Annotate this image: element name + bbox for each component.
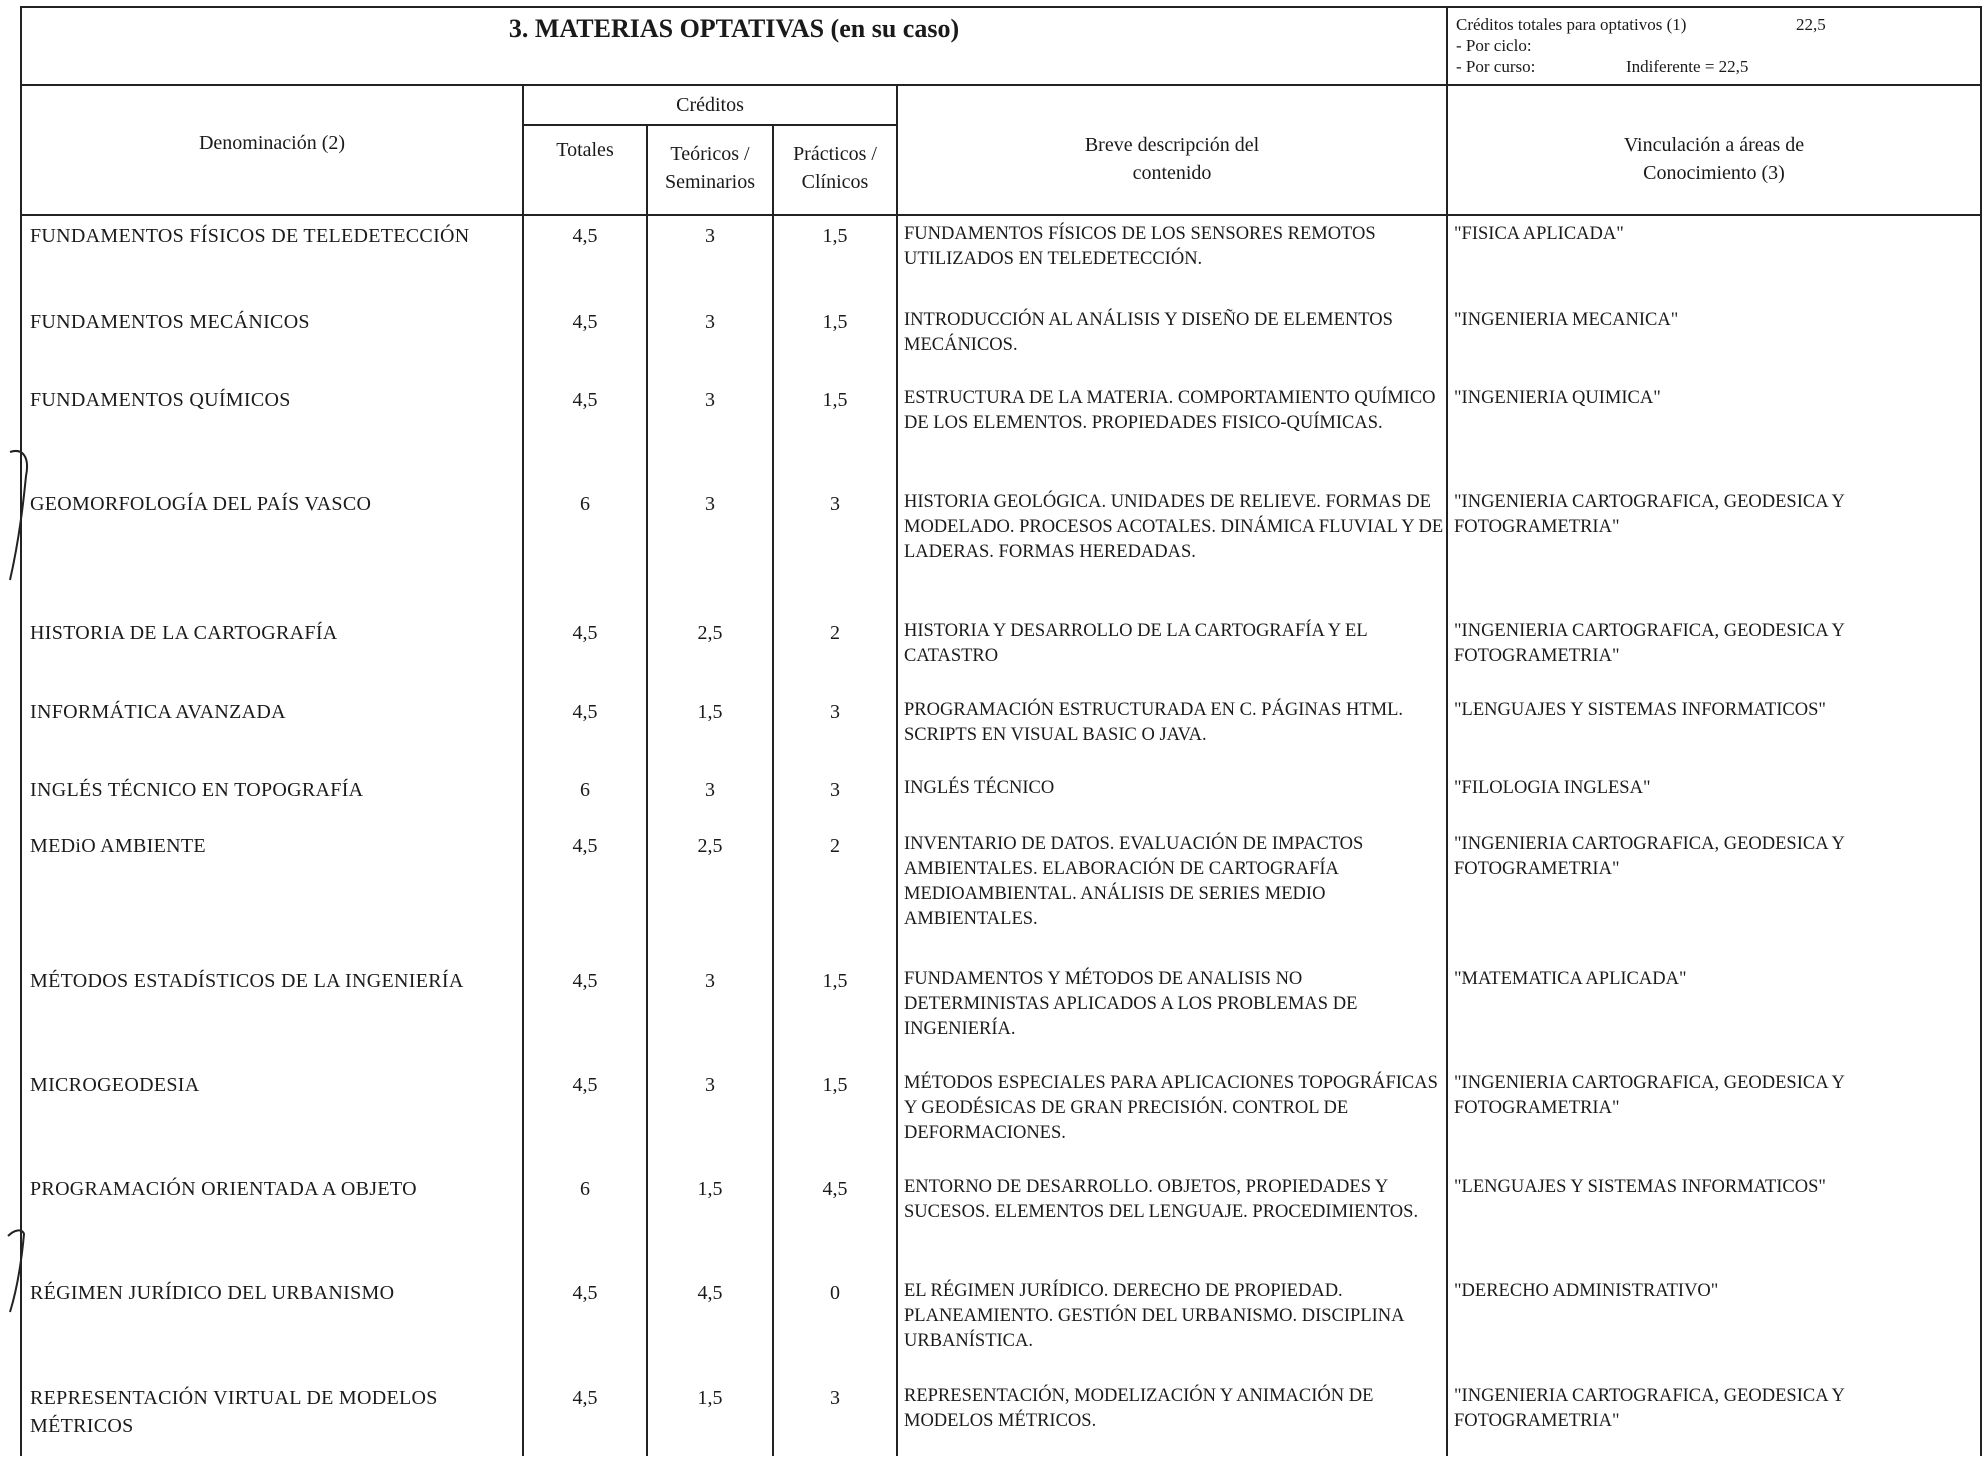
header-descripcion-line2: contenido	[1132, 162, 1212, 184]
descripcion: HISTORIA GEOLÓGICA. UNIDADES DE RELIEVE. FORMAS DE MODELADO. PROCESOS ACOTALES. DINÁMICA FLUVIAL Y DE LADERAS. FORMAS HEREDADAS.	[904, 492, 1444, 562]
header-totales	[524, 130, 646, 170]
creditos-practicos: 3	[830, 493, 840, 515]
creditos-teoricos: 3	[705, 970, 715, 992]
vinculacion: "INGENIERIA MECANICA"	[1454, 310, 1679, 330]
total-credits-value: 22,5	[1796, 15, 1826, 34]
creditos-practicos: 2	[830, 622, 840, 644]
denominacion: FUNDAMENTOS FÍSICOS DE TELEDETECCIÓN	[30, 225, 470, 247]
descripcion: INGLÉS TÉCNICO	[904, 778, 1055, 798]
vinculacion: "INGENIERIA CARTOGRAFICA, GEODESICA Y FOTOGRAMETRIA"	[1454, 492, 1845, 537]
vinculacion: "LENGUAJES Y SISTEMAS INFORMATICOS"	[1454, 1177, 1826, 1197]
creditos-totales: 4,5	[572, 1074, 598, 1096]
creditos-teoricos: 3	[705, 389, 715, 411]
descripcion: PROGRAMACIÓN ESTRUCTURADA EN C. PÁGINAS HTML. SCRIPTS EN VISUAL BASIC O JAVA.	[904, 700, 1404, 745]
creditos-teoricos: 1,5	[697, 1387, 723, 1409]
vinculacion: "FILOLOGIA INGLESA"	[1454, 778, 1651, 798]
por-ciclo-label: - Por ciclo:	[1456, 36, 1532, 55]
denominacion: GEOMORFOLOGÍA DEL PAÍS VASCO	[30, 493, 372, 515]
document-page	[20, 6, 1982, 1456]
header-descripcion	[898, 126, 1446, 192]
creditos-teoricos: 3	[705, 1074, 715, 1096]
vinculacion: "LENGUAJES Y SISTEMAS INFORMATICOS"	[1454, 700, 1826, 720]
header-teoricos-line1: Teóricos /	[670, 143, 750, 165]
vinculacion: "FISICA APLICADA"	[1454, 224, 1624, 244]
descripcion: INVENTARIO DE DATOS. EVALUACIÓN DE IMPACTOS AMBIENTALES. ELABORACIÓN DE CARTOGRAFÍA MEDIOAMBIENTAL. ANÁLISIS DE SERIES MEDIO AMBIENTALES.	[904, 834, 1364, 929]
denominacion: INGLÉS TÉCNICO EN TOPOGRAFÍA	[30, 779, 364, 801]
creditos-practicos: 1,5	[822, 970, 848, 992]
creditos-teoricos: 4,5	[697, 1282, 723, 1304]
header-teoricos-line2: Seminarios	[665, 171, 755, 193]
header-bottom-border	[22, 214, 1980, 216]
header-descripcion-line1: Breve descripción del	[1084, 134, 1260, 156]
handwritten-mark-lower	[4, 1226, 34, 1316]
header-practicos	[774, 138, 896, 198]
denominacion: MICROGEODESIA	[30, 1074, 200, 1096]
handwritten-mark-upper	[4, 446, 38, 586]
page-title: 3. MATERIAS OPTATIVAS (en su caso)	[508, 14, 960, 43]
creditos-practicos: 3	[830, 779, 840, 801]
denominacion: INFORMÁTICA AVANZADA	[30, 701, 286, 723]
creditos-practicos: 2	[830, 835, 840, 857]
header-practicos-line2: Clínicos	[801, 171, 869, 193]
credit-summary	[1456, 14, 1956, 77]
creditos-practicos: 3	[830, 1387, 840, 1409]
title-divider	[22, 84, 1980, 86]
creditos-teoricos: 3	[705, 493, 715, 515]
header-vinculacion	[1448, 126, 1980, 192]
creditos-teoricos: 3	[705, 779, 715, 801]
creditos-totales: 6	[580, 493, 590, 515]
denominacion: PROGRAMACIÓN ORIENTADA A OBJETO	[30, 1178, 417, 1200]
total-credits-label: Créditos totales para optativos (1)	[1456, 15, 1687, 34]
creditos-practicos: 3	[830, 701, 840, 723]
descripcion: MÉTODOS ESPECIALES PARA APLICACIONES TOPOGRÁFICAS Y GEODÉSICAS DE GRAN PRECISIÓN. CONTROL DE DEFORMACIONES.	[904, 1073, 1438, 1143]
creditos-teoricos: 1,5	[697, 701, 723, 723]
denominacion: MÉTODOS ESTADÍSTICOS DE LA INGENIERÍA	[30, 970, 464, 992]
descripcion: REPRESENTACIÓN, MODELIZACIÓN Y ANIMACIÓN DE MODELOS MÉTRICOS.	[904, 1386, 1374, 1431]
creditos-totales: 6	[580, 779, 590, 801]
creditos-totales: 4,5	[572, 389, 598, 411]
col-divider-den	[522, 84, 524, 1456]
creditos-teoricos: 3	[705, 311, 715, 333]
creditos-teoricos: 1,5	[697, 1178, 723, 1200]
descripcion: ENTORNO DE DESARROLLO. OBJETOS, PROPIEDADES Y SUCESOS. ELEMENTOS DEL LENGUAJE. PROCEDIMIENTOS.	[904, 1177, 1419, 1222]
descripcion: FUNDAMENTOS Y MÉTODOS DE ANALISIS NO DETERMINISTAS APLICADOS A LOS PROBLEMAS DE INGENIERÍA.	[904, 969, 1358, 1039]
denominacion: RÉGIMEN JURÍDICO DEL URBANISMO	[30, 1282, 395, 1304]
creditos-practicos: 1,5	[822, 225, 848, 247]
creditos-totales: 4,5	[572, 622, 598, 644]
creditos-totales: 4,5	[572, 1387, 598, 1409]
vinculacion: "INGENIERIA QUIMICA"	[1454, 388, 1661, 408]
creditos-totales: 4,5	[572, 970, 598, 992]
header-denominacion: Denominación (2)	[198, 132, 346, 154]
por-curso-label: - Por curso:	[1456, 57, 1536, 76]
creditos-totales: 4,5	[572, 311, 598, 333]
creditos-totales: 4,5	[572, 835, 598, 857]
creditos-totales: 6	[580, 1178, 590, 1200]
vinculacion: "INGENIERIA CARTOGRAFICA, GEODESICA Y FOTOGRAMETRIA"	[1454, 1073, 1845, 1118]
descripcion: EL RÉGIMEN JURÍDICO. DERECHO DE PROPIEDAD. PLANEAMIENTO. GESTIÓN DEL URBANISMO. DISCIPLINA URBANÍSTICA.	[904, 1281, 1404, 1351]
creditos-practicos: 0	[830, 1282, 840, 1304]
header-totales-label: Totales	[556, 139, 614, 161]
creditos-totales: 4,5	[572, 701, 598, 723]
creditos-practicos: 1,5	[822, 311, 848, 333]
descripcion: ESTRUCTURA DE LA MATERIA. COMPORTAMIENTO QUÍMICO DE LOS ELEMENTOS. PROPIEDADES FISICO-QUÍMICAS.	[904, 388, 1436, 433]
creditos-practicos: 4,5	[822, 1178, 848, 1200]
creditos-divider	[522, 124, 898, 126]
denominacion: HISTORIA DE LA CARTOGRAFÍA	[30, 622, 338, 644]
vinculacion: "INGENIERIA CARTOGRAFICA, GEODESICA Y FOTOGRAMETRIA"	[1454, 621, 1845, 666]
creditos-totales: 4,5	[572, 1282, 598, 1304]
denominacion: MEDiO AMBIENTE	[30, 835, 206, 857]
header-vinculacion-line2: Conocimiento (3)	[1643, 162, 1785, 184]
descripcion: FUNDAMENTOS FÍSICOS DE LOS SENSORES REMOTOS UTILIZADOS EN TELEDETECCIÓN.	[904, 224, 1376, 269]
col-divider-pra	[896, 84, 898, 1456]
descripcion: INTRODUCCIÓN AL ANÁLISIS Y DISEÑO DE ELEMENTOS MECÁNICOS.	[904, 310, 1393, 355]
header-practicos-line1: Prácticos /	[793, 143, 877, 165]
creditos-teoricos: 2,5	[697, 835, 723, 857]
header-teoricos	[648, 138, 772, 198]
header-vinculacion-line1: Vinculación a áreas de	[1623, 134, 1805, 156]
denominacion: FUNDAMENTOS QUÍMICOS	[30, 389, 291, 411]
creditos-practicos: 1,5	[822, 1074, 848, 1096]
denominacion: FUNDAMENTOS MECÁNICOS	[30, 311, 310, 333]
header-creditos: Créditos	[676, 94, 744, 116]
denominacion: REPRESENTACIÓN VIRTUAL DE MODELOS MÉTRICOS	[30, 1387, 438, 1437]
vinculacion: "INGENIERIA CARTOGRAFICA, GEODESICA Y FOTOGRAMETRIA"	[1454, 834, 1845, 879]
por-curso-value: Indiferente = 22,5	[1626, 57, 1749, 76]
creditos-teoricos: 3	[705, 225, 715, 247]
vinculacion: "MATEMATICA APLICADA"	[1454, 969, 1687, 989]
vinculacion: "INGENIERIA CARTOGRAFICA, GEODESICA Y FOTOGRAMETRIA"	[1454, 1386, 1845, 1431]
creditos-teoricos: 2,5	[697, 622, 723, 644]
creditos-totales: 4,5	[572, 225, 598, 247]
vinculacion: "DERECHO ADMINISTRATIVO"	[1454, 1281, 1719, 1301]
descripcion: HISTORIA Y DESARROLLO DE LA CARTOGRAFÍA Y EL CATASTRO	[904, 621, 1367, 666]
creditos-practicos: 1,5	[822, 389, 848, 411]
